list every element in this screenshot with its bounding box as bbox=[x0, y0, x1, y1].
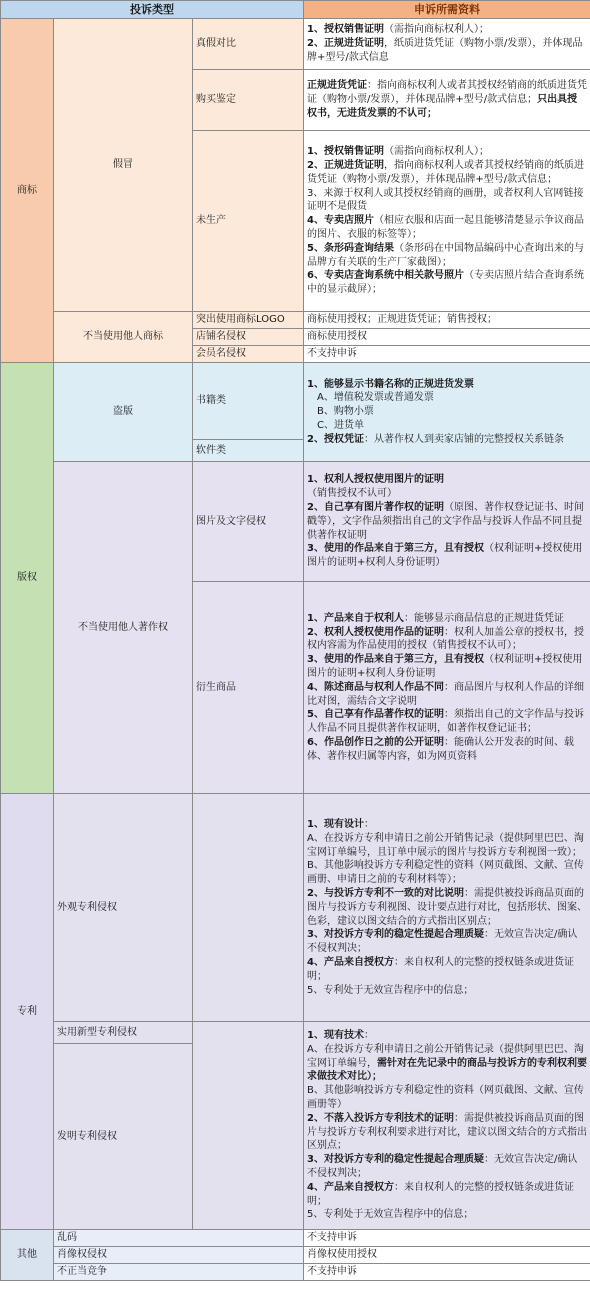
material-line: 4、产品来自授权方：来自权利人的完整的授权链条或进货证明； bbox=[307, 1181, 574, 1207]
type-piracy: 盗版 bbox=[54, 363, 193, 462]
materials-design-patent bbox=[304, 794, 590, 1022]
subtype-store-name: 店铺名侵权 bbox=[193, 329, 304, 346]
type-counterfeit: 假冒 bbox=[54, 19, 193, 312]
material-line: B、其他影响投诉方专利稳定性的资料（网页截图、文献、宣传画册、申请日之前的专利材料等）； bbox=[307, 860, 584, 886]
category-patent: 专利 bbox=[1, 794, 54, 1230]
material-line: 6、专卖店查询系统中相关款号照片（专卖店照片结合查询系统中的显示截屏）； bbox=[307, 270, 584, 296]
type-utility-patent: 实用新型专利侵权 bbox=[54, 1022, 193, 1044]
type-design-patent: 外观专利侵权 bbox=[54, 794, 193, 1022]
material-line: 3、对投诉方专利的稳定性提起合理质疑：无效宣告决定/确认不侵权判决； bbox=[307, 1154, 578, 1180]
material-line: 4、陈述商品与权利人作品不同：商品图片与权利人作品的详细比对图，需结合文字说明 bbox=[307, 681, 584, 707]
design-patent-blank bbox=[193, 794, 304, 1022]
materials-invention-patent bbox=[304, 1022, 590, 1230]
materials-garbled: 不支持申诉 bbox=[304, 1230, 590, 1247]
materials-not-produced bbox=[304, 131, 590, 312]
material-line: 5、专利处于无效宣告程序中的信息； bbox=[307, 984, 474, 996]
subtype-genuine-check: 真假对比 bbox=[193, 19, 304, 70]
material-line: 1、授权销售证明（需指向商标权利人）； bbox=[307, 24, 489, 36]
material-line: 1、权利人授权使用图片的证明 bbox=[307, 474, 444, 486]
subtype-books: 书籍类 bbox=[193, 363, 304, 440]
material-line: 1、现有设计： bbox=[307, 818, 374, 830]
type-unfair-competition: 不正当竞争 bbox=[54, 1264, 304, 1281]
material-line: 4、专卖店照片（相应衣服和店面一起且能够清楚显示争议商品的图片、衣服的标签等）； bbox=[307, 215, 584, 241]
subtype-picture-text: 图片及文字侵权 bbox=[193, 462, 304, 582]
materials-derivative bbox=[304, 582, 590, 794]
subtype-purchase-check: 购买鉴定 bbox=[193, 70, 304, 131]
category-other: 其他 bbox=[1, 1230, 54, 1281]
materials-logo: 商标使用授权；正规进货凭证；销售授权； bbox=[304, 312, 590, 329]
material-line: 2、与投诉方专利不一致的对比说明：需提供被投诉商品页面的图片与投诉方专利视图、设计要点进行对比，包括形状、图案、色彩，建议以图文结合的方式指出区别点； bbox=[307, 887, 587, 927]
type-copyright-misuse: 不当使用他人著作权 bbox=[54, 462, 193, 794]
material-line: 2、正规进货证明，指向商标权利人或者其授权经销商的纸质进货凭证（购物小票/发票），并体现品牌+型号/款式信息； bbox=[307, 160, 584, 185]
materials-portrait-rights: 肖像权使用授权 bbox=[304, 1247, 590, 1264]
materials-piracy: 1、能够显示书籍名称的正规进货发票 A、增值税发票或普通发票 B、购物小票 C、进货单 2、授权凭证：从著作权人到卖家店铺的完整授权关系链条 bbox=[304, 363, 590, 462]
material-line: 3、对投诉方专利的稳定性提起合理质疑：无效宣告决定/确认不侵权判决； bbox=[307, 929, 578, 955]
material-line: 2、正规进货证明，纸质进货凭证（购物小票/发票），并体现品牌+型号/款式信息 bbox=[307, 38, 583, 64]
materials-purchase-check: 正规进货凭证：指向商标权利人或者其授权经销商的纸质进货凭证（购物小票/发票），并体现品牌+型号/款式信息；只出具授权书，无进货发票的不认可； bbox=[304, 70, 590, 131]
material-line: A、在投诉方专利申请日之前公开销售记录（提供阿里巴巴、淘宝网订单编号，且订单中展示的图片与投诉方专利视图一致）； bbox=[307, 832, 584, 858]
material-line: 1、现有技术： bbox=[307, 1030, 374, 1042]
header-complaint-type: 投诉类型 bbox=[1, 1, 304, 19]
subtype-software: 软件类 bbox=[193, 440, 304, 462]
materials-unfair-competition: 不支持申诉 bbox=[304, 1264, 590, 1281]
material-line: B、其他影响投诉方专利稳定性的资料（网页截图、文献、宣传画册等） bbox=[307, 1085, 584, 1111]
material-line: 5、专利处于无效宣告程序中的信息； bbox=[307, 1209, 474, 1221]
material-line: 2、自己享有图片著作权的证明（原图、著作权登记证书、时间戳等），文字作品须指出自己的文字作品与投诉人作品不同且提供著作权证明 bbox=[307, 501, 584, 541]
category-trademark: 商标 bbox=[1, 19, 54, 363]
subtype-derivative: 衍生商品 bbox=[193, 582, 304, 794]
type-portrait-rights: 肖像权侵权 bbox=[54, 1247, 304, 1264]
type-invention-patent: 发明专利侵权 bbox=[54, 1044, 193, 1230]
material-line: 1、授权销售证明（需指向商标权利人）； bbox=[307, 146, 489, 158]
type-trademark-misuse: 不当使用他人商标 bbox=[54, 312, 193, 363]
material-line: （销售授权不认可） bbox=[307, 488, 397, 500]
material-line: 5、自己享有作品著作权的证明：须指出自己的文字作品与投诉人作品不同且提供著作权证明，如著作权登记证书； bbox=[307, 709, 584, 735]
material-line: 2、不落入投诉方专利技术的证明：需提供被投诉商品页面的图片与投诉方专利权利要求进行对比，建议以图文结合的方式指出区别点； bbox=[307, 1112, 587, 1152]
materials-picture-text bbox=[304, 462, 590, 582]
material-line: 3、使用的作品来自于第三方，且有授权（权利证明+授权使用图片的证明+权利人身份证明） bbox=[307, 543, 583, 569]
subtype-not-produced: 未生产 bbox=[193, 131, 304, 312]
header-required-materials: 申诉所需资料 bbox=[304, 1, 590, 19]
subtype-logo: 突出使用商标LOGO bbox=[193, 312, 304, 329]
material-line: 1、产品来自于权利人：能够显示商品信息的正规进货凭证 bbox=[307, 612, 564, 624]
materials-genuine-check bbox=[304, 19, 590, 70]
materials-store-name: 商标使用授权 bbox=[304, 329, 590, 346]
material-line: 3、使用的作品来自于第三方，且有授权（权利证明+授权使用图片的证明+权利人身份证明 bbox=[307, 654, 583, 679]
material-line: 6、作品创作日之前的公开证明：能确认公开发表的时间、载体、著作权归属等内容，如为网页资料 bbox=[307, 736, 574, 762]
type-garbled: 乱码 bbox=[54, 1230, 304, 1247]
material-line: 5、条形码查询结果（条形码在中国物品编码中心查询出来的与品牌方有关联的生产厂家截图）； bbox=[307, 242, 584, 268]
material-line: 2、权利人授权使用作品的证明：权利人加盖公章的授权书，授权内容需为作品使用的授权（销售授权不认可）； bbox=[307, 626, 584, 652]
subtype-member-name: 会员名侵权 bbox=[193, 346, 304, 363]
materials-member-name: 不支持申诉 bbox=[304, 346, 590, 363]
material-line: A、在投诉方专利申请日之前公开销售记录（提供阿里巴巴、淘宝网订单编号，需针对在先记录中的商品与投诉方的专利权利要求做技术对比）； bbox=[307, 1043, 587, 1083]
material-line: 4、产品来自授权方：来自权利人的完整的授权链条或进货证明； bbox=[307, 956, 574, 982]
material-line: 3、来源于权利人或其授权经销商的画册，或者权利人官网链接证明不是假货 bbox=[307, 187, 584, 213]
category-copyright: 版权 bbox=[1, 363, 54, 794]
invention-patent-blank bbox=[193, 1022, 304, 1230]
